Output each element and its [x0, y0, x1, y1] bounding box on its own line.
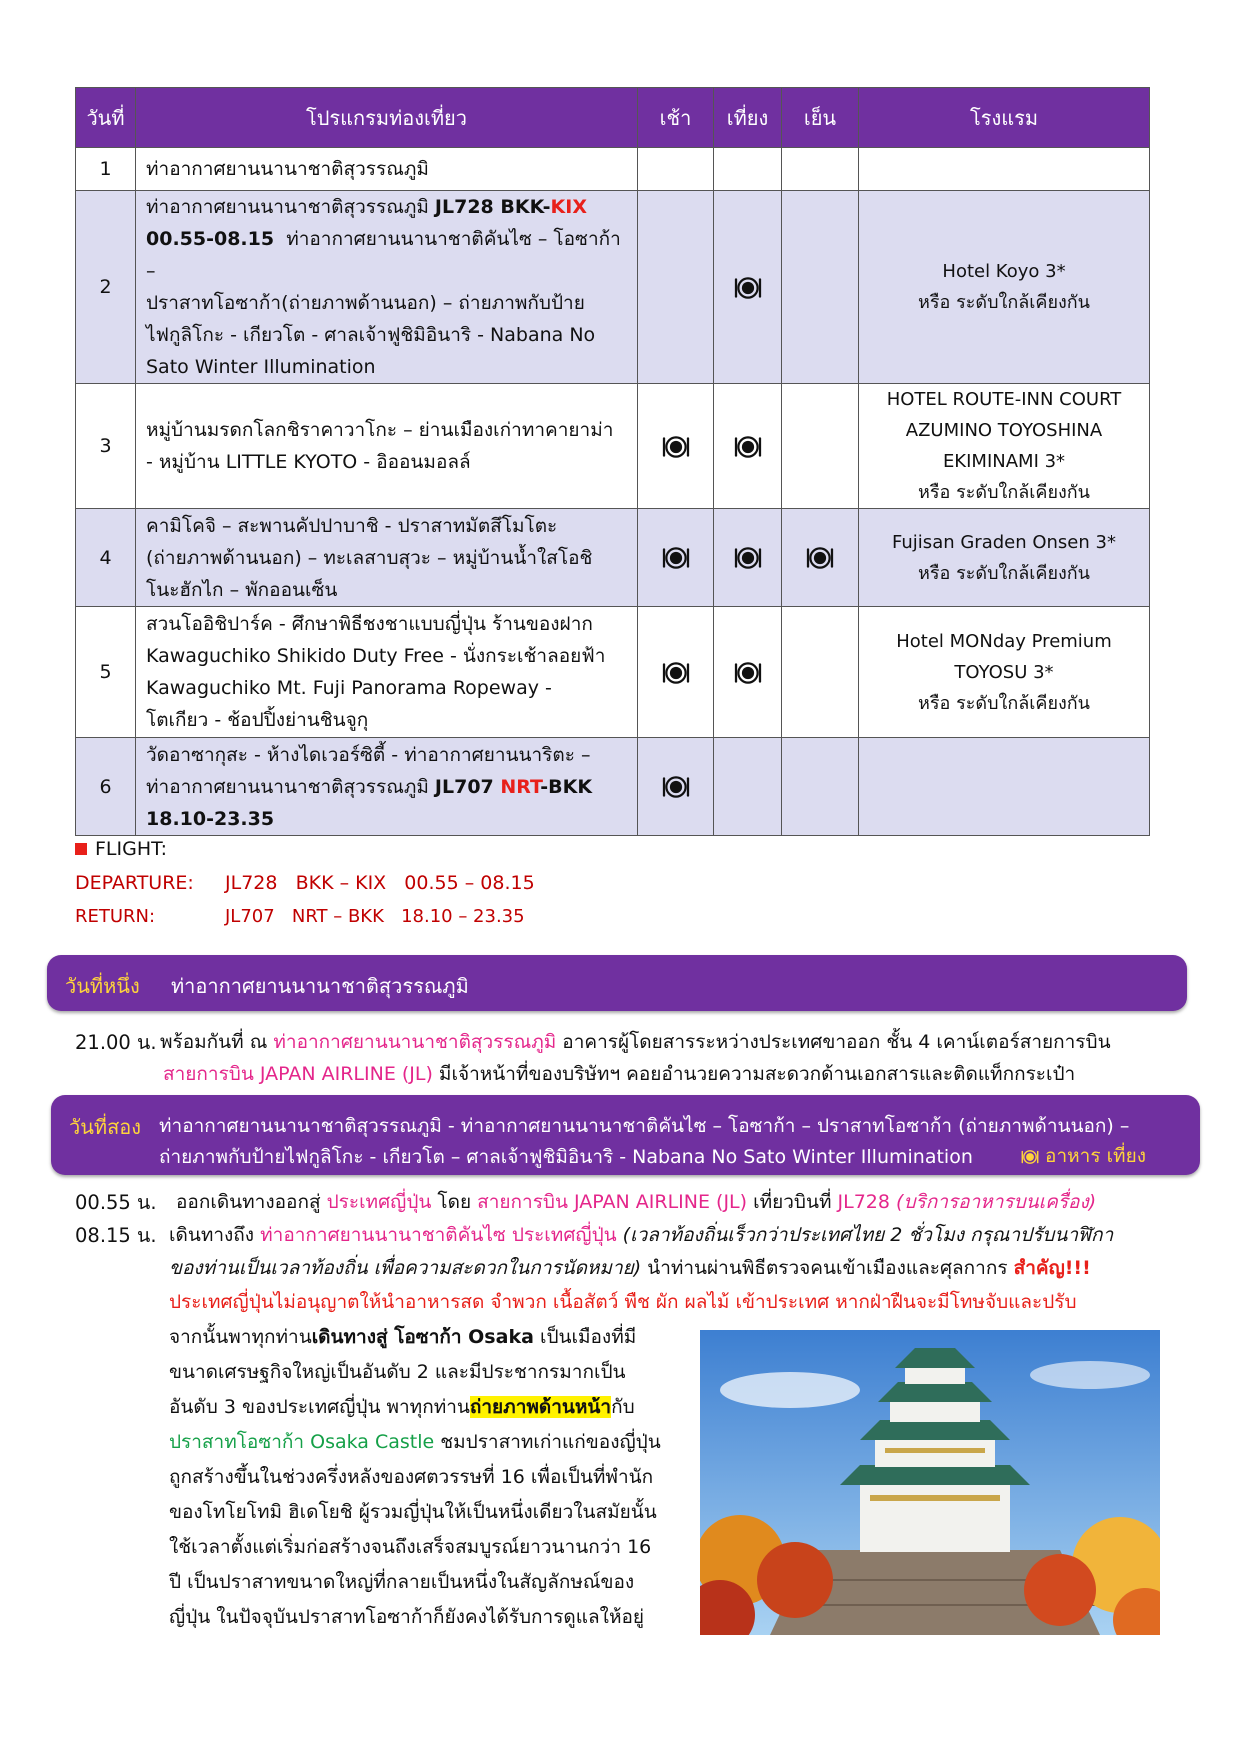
table-row	[76, 384, 1150, 509]
program-line: Kawaguchiko Mt. Fuji Panorama Ropeway -	[146, 677, 552, 699]
program-line: ปราสาทโอซาก้า(ถ่ายภาพด้านนอก) – ถ่ายภาพกับป้าย	[146, 292, 585, 314]
departure-label: DEPARTURE:	[75, 872, 194, 894]
red-square-icon	[75, 843, 87, 855]
table-header-row	[76, 88, 1150, 148]
day2-meal: อาหาร เที่ยง	[1021, 1141, 1146, 1171]
day2-title-2: ถ่ายภาพกับป้ายไฟกูลิโกะ - เกียวโต – ศาลเจ้าฟูชิมิอินาริ - Nabana No Sato Winter Illumination	[159, 1146, 973, 1168]
program-cell	[136, 384, 638, 509]
return-row	[75, 906, 525, 927]
day1-title: ท่าอากาศยานนานาชาติสุวรรณภูมิ	[171, 974, 469, 998]
hotel-line: หรือ ระดับใกล้เคียงกัน	[918, 482, 1090, 503]
flight-dest: KIX	[550, 196, 587, 218]
departure-row	[75, 872, 535, 894]
day2-text-2: เดินทางถึง ท่าอากาศยานนานาชาติคันไซ ประเทศญี่ปุ่น (เวลาท้องถิ่นเร็วกว่าประเทศไทย 2 ชั่วโมง กรุณาปรับนาฬิกา	[169, 1224, 1114, 1246]
flight-heading: FLIGHT:	[75, 838, 167, 860]
osaka-castle-photo	[700, 1330, 1160, 1635]
departure-value: JL728 BKK – KIX 00.55 – 08.15	[225, 872, 535, 894]
program-line: ไฟกูลิโกะ - เกียวโต - ศาลเจ้าฟูชิมิอินาริ - Nabana No	[146, 324, 596, 346]
day-cell: 4	[76, 509, 136, 607]
program-line: สวนโออิชิปาร์ค - ศึกษาพิธีชงชาแบบญี่ปุ่น ร้านของฝาก	[146, 613, 593, 635]
meal-icon	[662, 435, 690, 457]
day2-time-1: 00.55 น.	[75, 1191, 157, 1214]
day1-banner	[47, 955, 1187, 1011]
day2-warning: ประเทศญี่ปุ่นไม่อนุญาตให้นำอาหารสด จำพวก เนื้อสัตว์ พืช ผัก ผลไม้ เข้าประเทศ หากฝ่าฝืนจะมีโทษจับและปรับ	[169, 1291, 1077, 1313]
flight-code: JL707	[434, 775, 501, 798]
hotel-line: AZUMINO TOYOSHINA	[905, 420, 1103, 441]
meal-icon	[734, 661, 762, 683]
hotel-cell	[859, 607, 1150, 738]
day2-text-7: อันดับ 3 ของประเทศญี่ปุ่น พาทุกท่านถ่ายภาพด้านหน้ากับ	[169, 1396, 635, 1418]
day-cell: 6	[76, 738, 136, 836]
return-value: JL707 NRT – BKK 18.10 – 23.35	[225, 906, 525, 927]
program-line: Kawaguchiko Shikido Duty Free - นั่งกระเช้าลอยฟ้า	[146, 645, 606, 667]
table-row	[76, 738, 1150, 836]
program-line: ท่าอากาศยานนานาชาติสุวรรณภูมิ	[146, 158, 429, 180]
day2-text-5: จากนั้นพาทุกท่านเดินทางสู่ โอซาก้า Osaka เป็นเมืองที่มี	[169, 1326, 637, 1348]
program-line: คามิโคจิ – สะพานคัปปาบาชิ - ปราสาทมัตสึโมโตะ	[146, 514, 558, 537]
meal-icon	[662, 661, 690, 683]
program-cell	[136, 148, 638, 191]
program-line: ท่าอากาศยานนานาชาติคันไซ – โอซาก้า –	[146, 228, 621, 282]
return-label: RETURN:	[75, 906, 156, 927]
day2-text-13: ญี่ปุ่น ในปัจจุบันปราสาทโอซาก้าก็ยังคงได้รับการดูแลให้อยู่	[169, 1606, 645, 1628]
flight-time: 18.10-23.35	[146, 807, 275, 830]
program-line: ท่าอากาศยานนานาชาติสุวรรณภูมิ	[146, 775, 429, 798]
day2-text-10: ของโทโยโทมิ ฮิเดโยชิ ผู้รวมญี่ปุ่นให้เป็นหนึ่งเดียวในสมัยนั้น	[169, 1501, 657, 1523]
day2-text-3: ของท่านเป็นเวลาท้องถิ่น เพื่อความสะดวกในการนัดหมาย) นำท่านผ่านพิธีตรวจคนเข้าเมืองและศุลกากร สำคัญ!!!	[169, 1257, 1091, 1279]
col-dinner: เย็น	[782, 88, 859, 148]
hotel-cell	[859, 384, 1150, 509]
meal-icon	[662, 547, 690, 569]
day2-time-2: 08.15 น.	[75, 1224, 157, 1247]
hotel-line: หรือ ระดับใกล้เคียงกัน	[918, 692, 1090, 714]
program-cell	[136, 738, 638, 836]
program-line: วัดอาซากุสะ - ห้างไดเวอร์ซิตี้ - ท่าอากาศยานนาริตะ –	[146, 743, 591, 766]
col-breakfast: เช้า	[638, 88, 714, 148]
day-cell: 1	[76, 148, 136, 191]
table-row	[76, 509, 1150, 607]
program-line: โนะฮักไก – พักออนเซ็น	[146, 578, 338, 601]
itinerary-table	[75, 87, 1150, 836]
program-line: หมู่บ้านมรดกโลกชิราคาวาโกะ – ย่านเมืองเก่าทาคายาม่า	[146, 419, 614, 441]
day2-title-1: ท่าอากาศยานนานาชาติสุวรรณภูมิ - ท่าอากาศยานนานาชาติคันไซ – โอซาก้า – ปราสาทโอซาก้า (ถ่ายภาพด้านนอก) –	[159, 1115, 1130, 1137]
day2-text-11: ใช้เวลาตั้งแต่เริ่มก่อสร้างจนถึงเสร็จสมบูรณ์ยาวนานกว่า 16	[169, 1536, 652, 1558]
flight-tail: -BKK	[540, 775, 593, 798]
hotel-line: HOTEL ROUTE-INN COURT	[886, 389, 1122, 410]
hotel-line: EKIMINAMI 3*	[942, 451, 1066, 472]
day1-time: 21.00 น.	[75, 1031, 157, 1054]
meal-icon	[734, 547, 762, 569]
table-row	[76, 148, 1150, 191]
col-lunch: เที่ยง	[714, 88, 782, 148]
meal-icon	[1021, 1145, 1039, 1167]
program-line: โตเกียว - ช้อปปิ้งย่านชินจูกุ	[146, 709, 369, 731]
day2-label: วันที่สอง	[69, 1115, 142, 1139]
day2-text-8: ปราสาทโอซาก้า Osaka Castle ชมปราสาทเก่าแก่ของญี่ปุ่น	[169, 1431, 661, 1453]
day2-text-6: ขนาดเศรษฐกิจใหญ่เป็นอันดับ 2 และมีประชากรมากเป็น	[169, 1361, 626, 1383]
col-hotel: โรงแรม	[859, 88, 1150, 148]
day2-banner	[51, 1095, 1200, 1175]
program-line: ท่าอากาศยานนานาชาติสุวรรณภูมิ	[146, 196, 429, 218]
day-cell: 2	[76, 191, 136, 384]
day-cell: 3	[76, 384, 136, 509]
day-cell: 5	[76, 607, 136, 738]
table-row	[76, 191, 1150, 384]
day2-text-12: ปี เป็นปราสาทขนาดใหญ่ที่กลายเป็นหนึ่งในสัญลักษณ์ของ	[169, 1571, 635, 1593]
program-line: Sato Winter Illumination	[146, 356, 376, 378]
col-program: โปรแกรมท่องเที่ยว	[136, 88, 638, 148]
flight-dest: NRT	[500, 775, 541, 798]
program-line: (ถ่ายภาพด้านนอก) – ทะเลสาบสุวะ – หมู่บ้านน้ำใสโอชิ	[146, 546, 593, 569]
day2-text-1: ออกเดินทางออกสู่ ประเทศญี่ปุ่น โดย สายการบิน JAPAN AIRLINE (JL) เที่ยวบินที่ JL728 (บริการอาหารบนเครื่อง)	[176, 1191, 1097, 1213]
table-row	[76, 607, 1150, 738]
meal-icon	[734, 276, 762, 298]
program-cell	[136, 509, 638, 607]
program-line: - หมู่บ้าน LITTLE KYOTO - อิออนมอลล์	[146, 451, 471, 473]
hotel-line: Fujisan Graden Onsen 3*	[892, 531, 1116, 553]
col-day: วันที่	[76, 88, 136, 148]
day1-text-1: พร้อมกันที่ ณ ท่าอากาศยานนานาชาติสุวรรณภูมิ อาคารผู้โดยสารระหว่างประเทศขาออก ชั้น 4 เคาน์เตอร์สายการบิน	[160, 1031, 1111, 1053]
program-cell	[136, 191, 638, 384]
meal-icon	[734, 435, 762, 457]
program-cell	[136, 607, 638, 738]
hotel-cell	[859, 509, 1150, 607]
hotel-line: หรือ ระดับใกล้เคียงกัน	[918, 562, 1090, 584]
meal-icon	[662, 776, 690, 798]
meal-icon	[806, 547, 834, 569]
hotel-line: Hotel Koyo 3*	[942, 261, 1066, 282]
hotel-cell	[859, 191, 1150, 384]
hotel-line: หรือ ระดับใกล้เคียงกัน	[918, 292, 1090, 313]
day2-text-9: ถูกสร้างขึ้นในช่วงครึ่งหลังของศตวรรษที่ 16 เพื่อเป็นที่พำนัก	[169, 1466, 654, 1488]
day1-text-2: สายการบิน JAPAN AIRLINE (JL) มีเจ้าหน้าที่ของบริษัทฯ คอยอำนวยความสะดวกด้านเอกสารและติดแท็กกระเป๋า	[163, 1063, 1076, 1085]
hotel-line: Hotel MONday Premium	[896, 630, 1112, 652]
flight-time: 00.55-08.15	[146, 228, 275, 250]
day1-label: วันที่หนึ่ง	[65, 974, 140, 998]
hotel-line: TOYOSU 3*	[954, 661, 1054, 683]
flight-code: JL728 BKK-	[434, 196, 551, 218]
